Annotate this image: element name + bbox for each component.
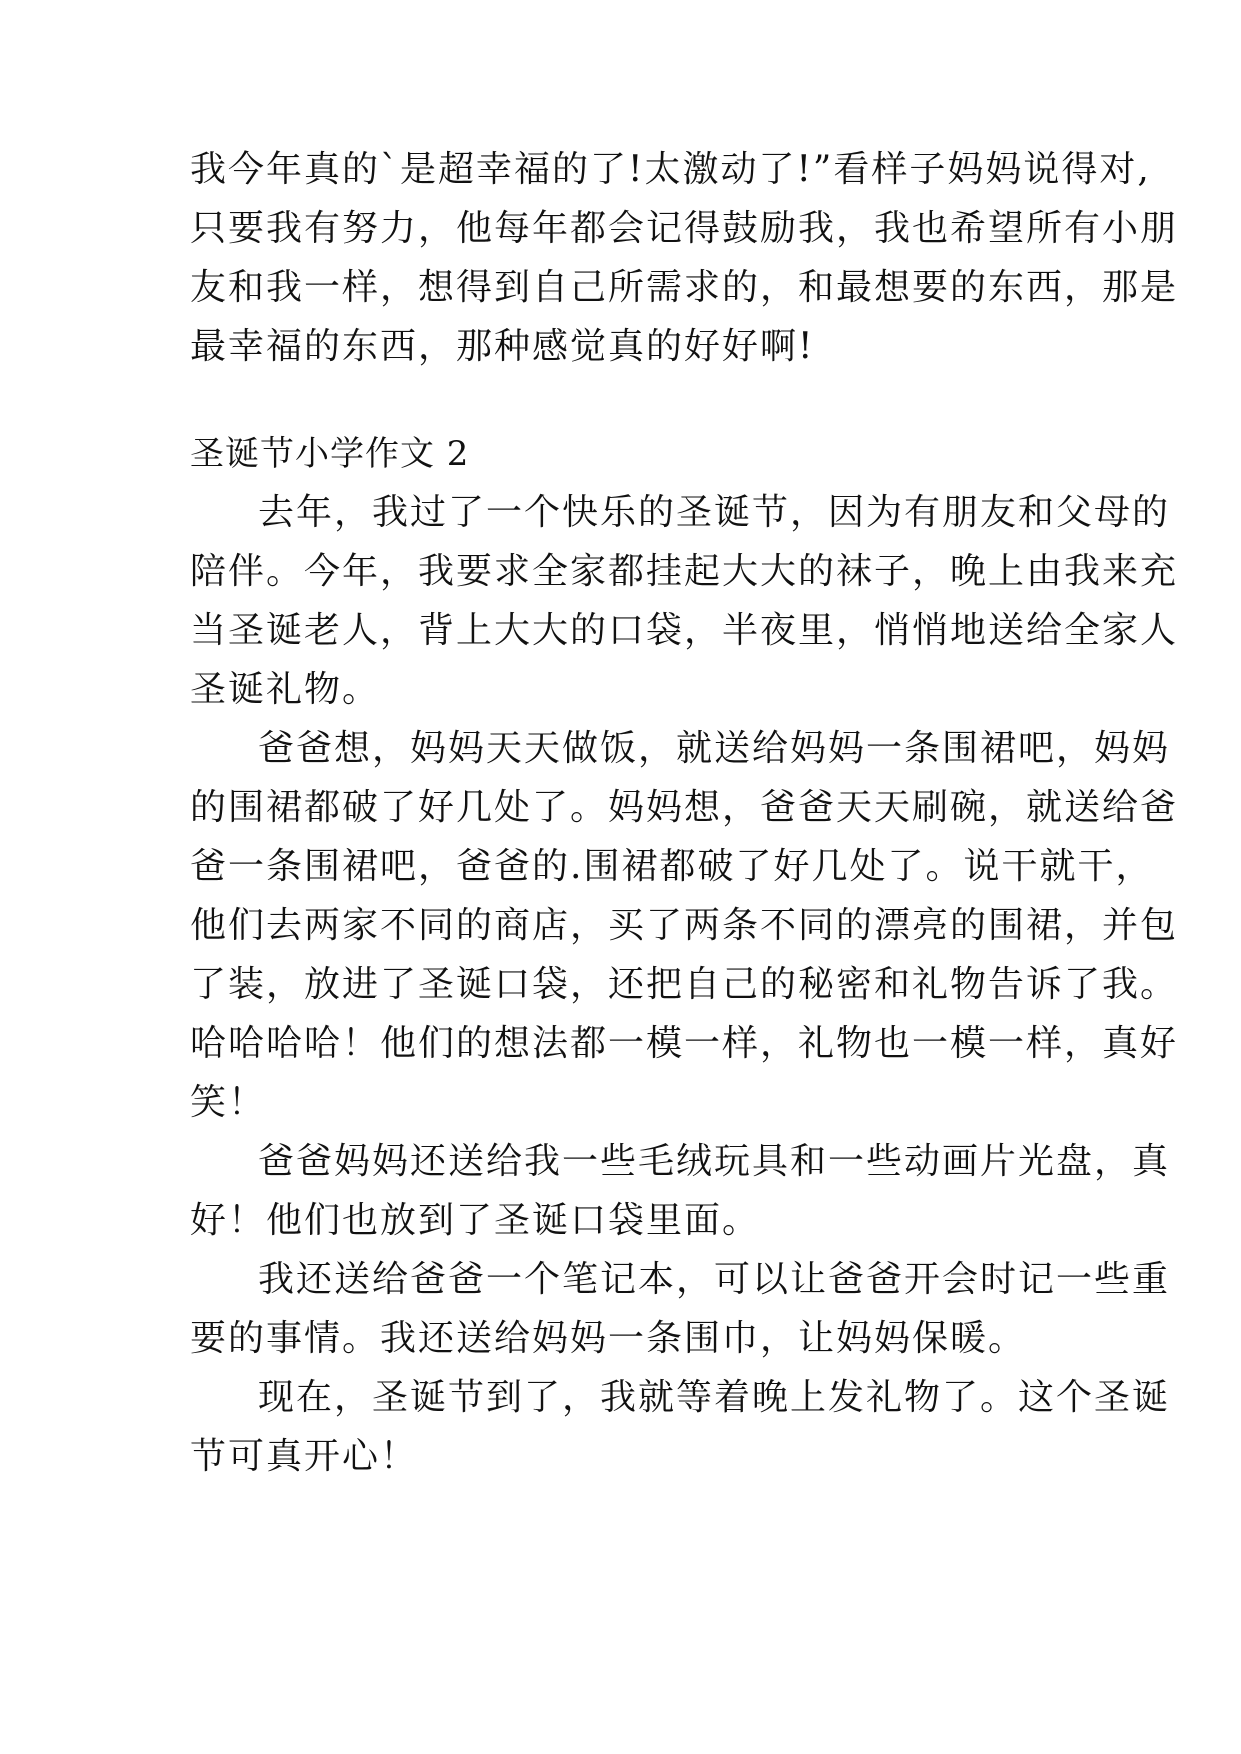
- paragraph-line: 爸一条围裙吧，爸爸的.围裙都破了好几处了。说干就干，: [190, 846, 1154, 887]
- paragraph-line: 的围裙都破了好几处了。妈妈想，爸爸天天刷碗，就送给爸: [190, 787, 1179, 828]
- paragraph-line: 他们去两家不同的商店，买了两条不同的漂亮的围裙，并包: [190, 905, 1179, 946]
- paragraph-line: 要的事情。我还送给妈妈一条围巾，让妈妈保暖。: [190, 1318, 1027, 1359]
- paragraph-line: 当圣诞老人，背上大大的口袋，半夜里，悄悄地送给全家人: [190, 610, 1179, 651]
- paragraph-line: 爸爸想，妈妈天天做饭，就送给妈妈一条围裙吧，妈妈: [258, 728, 1171, 769]
- paragraph-line: 我还送给爸爸一个笔记本，可以让爸爸开会时记一些重: [258, 1259, 1171, 1300]
- paragraph-line: 最幸福的东西，那种感觉真的好好啊!: [190, 326, 815, 367]
- paragraph-line: 陪伴。今年，我要求全家都挂起大大的袜子，晚上由我来充: [190, 551, 1179, 592]
- paragraph-line: 现在，圣诞节到了，我就等着晚上发礼物了。这个圣诞: [258, 1377, 1171, 1418]
- paragraph-line: 了装，放进了圣诞口袋，还把自己的秘密和礼物告诉了我。: [190, 964, 1179, 1005]
- section-heading: 圣诞节小学作文 2: [190, 434, 470, 474]
- paragraph-line: 圣诞礼物。: [190, 669, 381, 710]
- paragraph-line: 笑！: [190, 1082, 267, 1123]
- paragraph-line: 只要我有努力，他每年都会记得鼓励我，我也希望所有小朋: [190, 208, 1179, 249]
- paragraph-line: 爸爸妈妈还送给我一些毛绒玩具和一些动画片光盘，真: [258, 1141, 1171, 1182]
- paragraph-line: 好！他们也放到了圣诞口袋里面。: [190, 1200, 761, 1241]
- paragraph-line: 我今年真的`是超幸福的了!太激动了!”看样子妈妈说得对,: [190, 149, 1151, 190]
- paragraph-line: 哈哈哈哈！他们的想法都一模一样，礼物也一模一样，真好: [190, 1023, 1179, 1064]
- paragraph-line: 节可真开心！: [190, 1436, 419, 1477]
- paragraph-line: 友和我一样，想得到自己所需求的，和最想要的东西，那是: [190, 267, 1179, 308]
- paragraph-line: 去年，我过了一个快乐的圣诞节，因为有朋友和父母的: [258, 492, 1171, 533]
